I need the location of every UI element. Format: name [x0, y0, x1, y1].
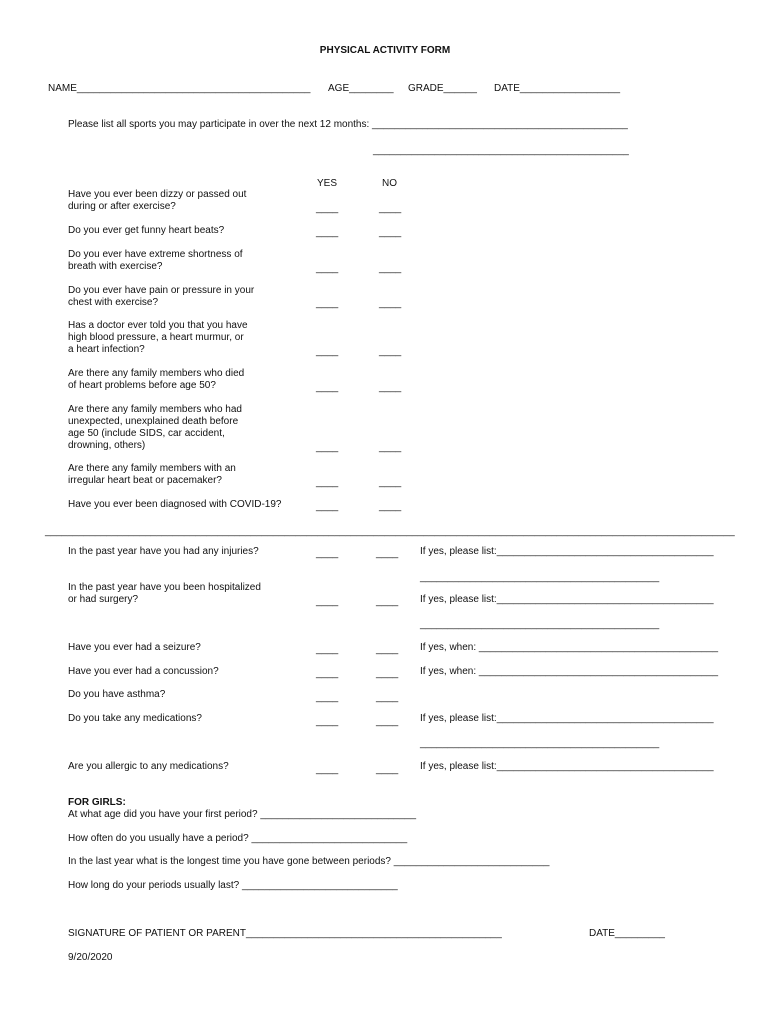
- question-dizzy: Have you ever been dizzy or passed out during or after exercise?: [68, 189, 247, 212]
- name-field[interactable]: NAME__________________________________________: [48, 83, 311, 94]
- grade-field[interactable]: GRADE______: [408, 83, 477, 94]
- answer-no-blank[interactable]: ____: [376, 764, 399, 775]
- answer-yes-blank[interactable]: ____: [316, 716, 339, 727]
- question-shortness-of-breath: Do you ever have extreme shortness of breath with exercise?: [68, 249, 243, 272]
- question-injuries: In the past year have you had any injuries?: [68, 546, 259, 557]
- answer-no-blank[interactable]: ____: [379, 346, 402, 357]
- question-asthma: Do you have asthma?: [68, 689, 166, 700]
- date-field[interactable]: DATE__________________: [494, 83, 621, 94]
- answer-no-blank[interactable]: ____: [376, 596, 399, 607]
- hospitalized-list-line-2[interactable]: ___________________________________________: [420, 619, 660, 630]
- question-chest-pain: Do you ever have pain or pressure in your chest with exercise?: [68, 285, 255, 308]
- question-period-length[interactable]: How long do your periods usually last? ____________________________: [68, 880, 398, 891]
- answer-no-blank[interactable]: ____: [376, 716, 399, 727]
- question-covid: Have you ever been diagnosed with COVID-19?: [68, 499, 282, 510]
- question-family-died: Are there any family members who died of heart problems before age 50?: [68, 368, 245, 391]
- answer-no-blank[interactable]: ____: [379, 227, 402, 238]
- question-concussion: Have you ever had a concussion?: [68, 666, 219, 677]
- sports-line-2[interactable]: ______________________________________________: [373, 145, 629, 156]
- answer-yes-blank[interactable]: ____: [316, 298, 339, 309]
- answer-yes-blank[interactable]: ____: [316, 668, 339, 679]
- seizure-when-field[interactable]: If yes, when: ___________________________________________: [420, 642, 719, 653]
- answer-no-blank[interactable]: ____: [376, 644, 399, 655]
- question-doctor-told: Has a doctor ever told you that you have high blood pressure, a heart murmur, or a heart infection?: [68, 320, 248, 355]
- yes-column-header: YES: [317, 178, 338, 189]
- answer-yes-blank[interactable]: ____: [316, 477, 339, 488]
- hospitalized-list-field[interactable]: If yes, please list:_______________________________________: [420, 594, 714, 605]
- answer-yes-blank[interactable]: ____: [316, 346, 339, 357]
- question-family-irregular-beat: Are there any family members with an irregular heart beat or pacemaker?: [68, 463, 236, 486]
- signature-field[interactable]: SIGNATURE OF PATIENT OR PARENT______________________________________________: [68, 928, 502, 939]
- medications-list-line-2[interactable]: ___________________________________________: [420, 738, 660, 749]
- form-revision-date: 9/20/2020: [68, 952, 113, 963]
- question-family-unexplained-death: Are there any family members who had unexpected, unexplained death before age 50 (include SIDS, car accident, drowning, others): [68, 404, 242, 451]
- injuries-list-line-2[interactable]: ___________________________________________: [420, 572, 660, 583]
- question-period-frequency[interactable]: How often do you usually have a period? ____________________________: [68, 833, 408, 844]
- answer-yes-blank[interactable]: ____: [316, 382, 339, 393]
- answer-no-blank[interactable]: ____: [376, 692, 399, 703]
- question-first-period[interactable]: At what age did you have your first period? ____________________________: [68, 809, 417, 820]
- form-title: PHYSICAL ACTIVITY FORM: [319, 45, 451, 56]
- answer-no-blank[interactable]: ____: [379, 298, 402, 309]
- answer-yes-blank[interactable]: ____: [316, 227, 339, 238]
- answer-yes-blank[interactable]: ____: [316, 596, 339, 607]
- answer-no-blank[interactable]: ____: [379, 477, 402, 488]
- question-allergic: Are you allergic to any medications?: [68, 761, 229, 772]
- answer-no-blank[interactable]: ____: [376, 548, 399, 559]
- concussion-when-field[interactable]: If yes, when: ___________________________________________: [420, 666, 719, 677]
- answer-yes-blank[interactable]: ____: [316, 548, 339, 559]
- medications-list-field[interactable]: If yes, please list:_______________________________________: [420, 713, 714, 724]
- answer-no-blank[interactable]: ____: [379, 442, 402, 453]
- age-field[interactable]: AGE________: [328, 83, 394, 94]
- answer-yes-blank[interactable]: ____: [316, 764, 339, 775]
- answer-no-blank[interactable]: ____: [379, 263, 402, 274]
- answer-no-blank[interactable]: ____: [379, 501, 402, 512]
- signature-date-field[interactable]: DATE_________: [589, 928, 665, 939]
- answer-yes-blank[interactable]: ____: [316, 263, 339, 274]
- answer-yes-blank[interactable]: ____: [316, 203, 339, 214]
- question-medications: Do you take any medications?: [68, 713, 202, 724]
- answer-no-blank[interactable]: ____: [376, 668, 399, 679]
- question-longest-gap[interactable]: In the last year what is the longest time you have gone between periods? ____________________________: [68, 856, 550, 867]
- no-column-header: NO: [382, 178, 397, 189]
- allergies-list-field[interactable]: If yes, please list:_______________________________________: [420, 761, 714, 772]
- question-hospitalized: In the past year have you been hospitalized or had surgery?: [68, 582, 261, 605]
- question-seizure: Have you ever had a seizure?: [68, 642, 201, 653]
- answer-yes-blank[interactable]: ____: [316, 644, 339, 655]
- injuries-list-field[interactable]: If yes, please list:_______________________________________: [420, 546, 714, 557]
- answer-no-blank[interactable]: ____: [379, 382, 402, 393]
- answer-yes-blank[interactable]: ____: [316, 692, 339, 703]
- answer-yes-blank[interactable]: ____: [316, 501, 339, 512]
- answer-no-blank[interactable]: ____: [379, 203, 402, 214]
- question-heart-beats: Do you ever get funny heart beats?: [68, 225, 225, 236]
- section-divider: ____________________________________________________________________________________________________________________________: [45, 526, 735, 537]
- sports-prompt[interactable]: Please list all sports you may participate in over the next 12 months: ______________________________________________: [68, 119, 628, 130]
- answer-yes-blank[interactable]: ____: [316, 442, 339, 453]
- for-girls-heading: FOR GIRLS:: [68, 797, 126, 808]
